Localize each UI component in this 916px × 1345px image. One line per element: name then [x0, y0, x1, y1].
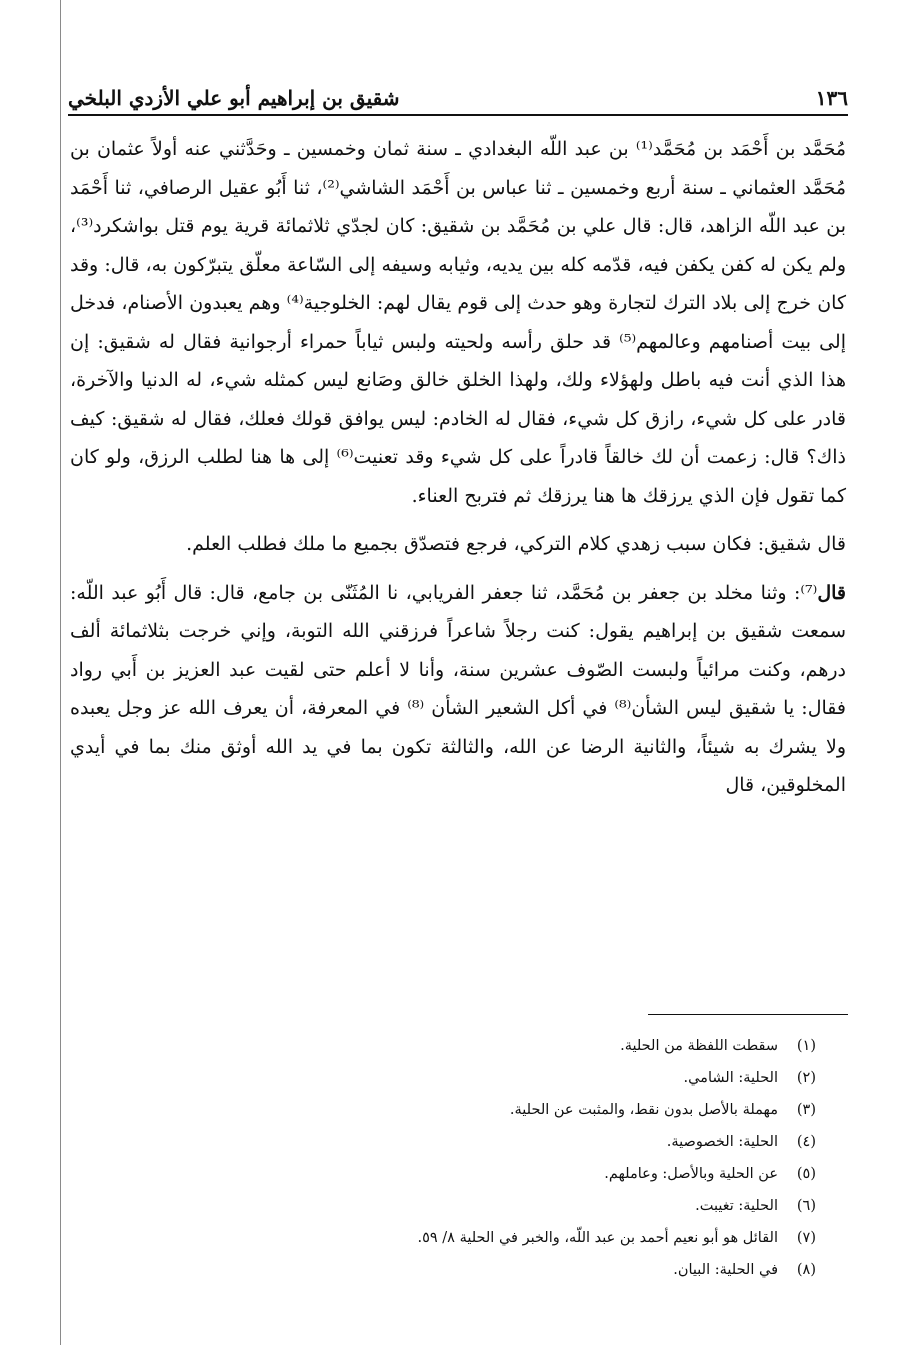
- footnote-item: [80, 1222, 816, 1254]
- footnote-item: [80, 1254, 816, 1286]
- footnote-number: (٦): [796, 1198, 816, 1214]
- paragraph-3-text: ⁽⁷⁾: وثنا مخلد بن جعفر بن مُحَمَّد، ثنا جعفر الفريابي، نا المُثَنّى بن جامع، قال: قال أَبُو عبد اللّه: سمعت شقيق بن إبراهيم يقول: كنت رجلاً شاعراً فرزقني الله التوبة، وإني خرجت بثلاثمائة ألف درهم، وكنت مرائياً ولبست الصّوف عشرين سنة، وأنا لا أعلم حتى لقيت عبد العزيز بن أَبي رواد فقال: يا شقيق ليس الشأن⁽⁸⁾ في أكل الشعير الشأن ⁽⁸⁾ في المعرفة، أن يعرف الله عز وجل يعبده ولا يشرك به شيئاً، والثانية الرضا عن الله، والثالثة تكون بما في يد الله أوثق منك بما في أيدي المخلوقين، قال: [70, 581, 846, 796]
- footnote-item: [80, 1126, 816, 1158]
- scan-margin-line: [60, 0, 61, 1345]
- footnote-text: سقطت اللفظة من الحلية.: [620, 1038, 778, 1054]
- footnote-text: الحلية: الخصوصية.: [666, 1134, 778, 1150]
- footnote-number: (٥): [796, 1166, 816, 1182]
- footnote-text: مهملة بالأصل بدون نقط، والمثبت عن الحلية.: [509, 1102, 778, 1118]
- footnote-number: (٢): [796, 1070, 816, 1086]
- main-text: [70, 130, 846, 805]
- footnote-number: (١): [796, 1038, 816, 1054]
- footnote-number: (٣): [796, 1102, 816, 1118]
- footnote-text: في الحلية: البيان.: [673, 1262, 778, 1278]
- footnote-item: [80, 1094, 816, 1126]
- footnote-number: (٨): [796, 1262, 816, 1278]
- footnote-item: [80, 1062, 816, 1094]
- footnotes-list: [80, 1030, 816, 1286]
- footnote-number: (٧): [796, 1230, 816, 1246]
- footnote-number: (٤): [796, 1134, 816, 1150]
- paragraph-2: قال شقيق: فكان سبب زهدي كلام التركي، فرجع فتصدّق بجميع ما ملك فطلب العلم.: [186, 533, 846, 555]
- paragraph-1: مُحَمَّد بن أَحْمَد بن مُحَمَّد⁽¹⁾ بن عبد اللّه البغدادي ـ سنة ثمان وخمسين ـ وحَدَّثني عنه أولاً عثمان بن مُحَمَّد العثماني ـ سنة أربع وخمسين ـ ثنا عباس بن أَحْمَد الشاشي⁽²⁾، ثنا أَبُو عقيل الرصافي، ثنا أَحْمَد بن عبد اللّه الزاهد، قال: قال علي بن مُحَمَّد بن شقيق: كان لجدّي ثلاثمائة قرية يوم قتل بواشكرد⁽³⁾، ولم يكن له كفن يكفن فيه، قدّمه كله بين يديه، وثيابه وسيفه إلى السّاعة معلّق يتبرّكون به، قال: وقد كان خرج إلى بلاد الترك لتجارة وهو حدث إلى قوم يقال لهم: الخلوجية⁽⁴⁾ وهم يعبدون الأصنام، فدخل إلى بيت أصنامهم وعالمهم⁽⁵⁾ قد حلق رأسه ولحيته ولبس ثياباً حمراء أرجوانية فقال له شقيق: إن هذا الذي أنت فيه باطل ولهؤلاء ولك، ولهذا الخلق خالق وصَانع ليس كمثله شيء، له الدنيا والآخرة، قادر على كل شيء، رازق كل شيء، فقال له الخادم: ليس يوافق قولك فعلك، فقال له شقيق: كيف ذاك؟ قال: زعمت أن لك خالقاً قادراً على كل شيء وقد تعنيت⁽⁶⁾ إلى ها هنا لطلب الرزق، ولو كان كما تقول فإن الذي يرزقك ها هنا يرزقك ثم فتربح العناء.: [70, 138, 847, 507]
- footnote-text: الحلية: الشامي.: [683, 1070, 778, 1086]
- footnote-rule: [648, 1014, 848, 1015]
- page-number: ١٣٦: [815, 86, 848, 110]
- footnote-text: الحلية: تغيبت.: [695, 1198, 778, 1214]
- footnote-item: [80, 1030, 816, 1062]
- paragraph-3: [70, 574, 846, 805]
- footnote-item: [80, 1190, 816, 1222]
- paragraph-3-lead: قال: [817, 581, 846, 604]
- footnote-text: القائل هو أبو نعيم أحمد بن عبد اللّه، والخبر في الحلية ٨/ ٥٩.: [417, 1230, 778, 1246]
- page-header: [68, 70, 848, 110]
- footnote-text: عن الحلية وبالأصل: وعاملهم.: [604, 1166, 778, 1182]
- header-rule: [68, 114, 848, 116]
- footnote-item: [80, 1158, 816, 1190]
- running-title: شقيق بن إبراهيم أبو علي الأزدي البلخي: [68, 86, 400, 110]
